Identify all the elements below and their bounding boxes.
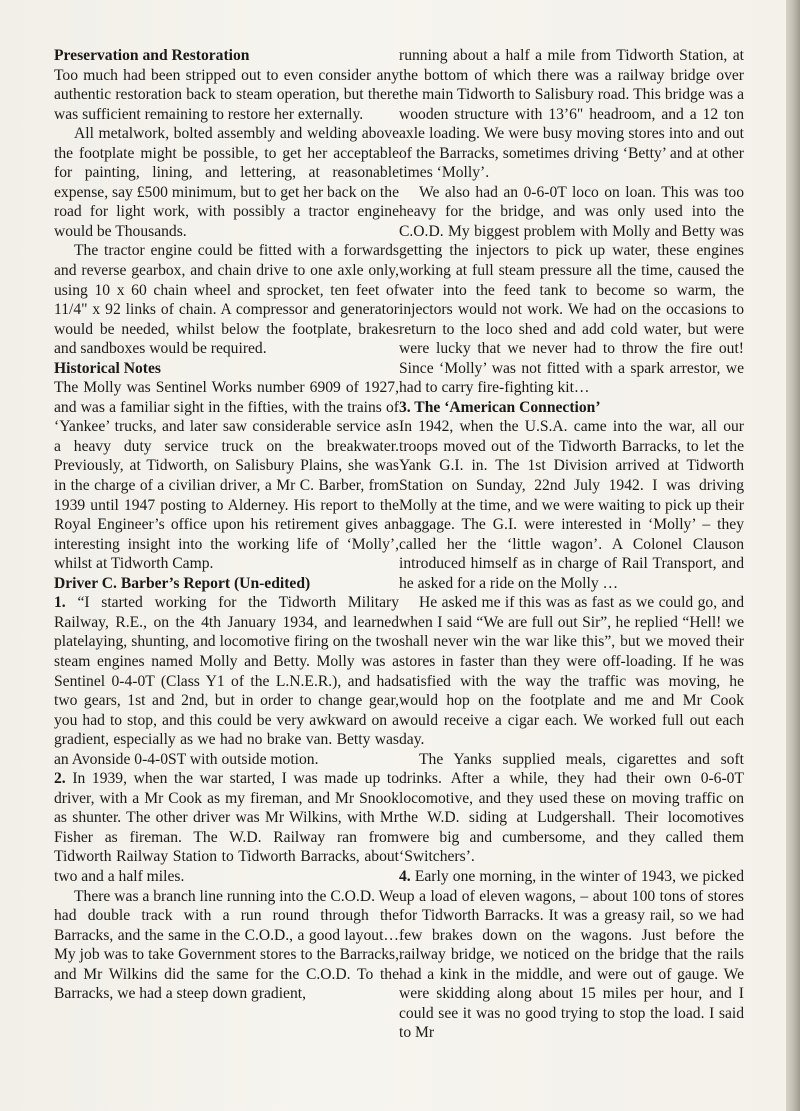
paragraph: He asked me if this was as fast as we could go, and when I said “We are full out Sir”, he replied “Hell! we shall never win the war like this”, but we moved their stores in faster than they were off-loading. If he was satisfied with the way the traffic was moving, he would hop on the footplate and me and Mr Cook would receive a cigar each. We worked full out each day.: [399, 594, 744, 749]
numbered-paragraph: [54, 769, 399, 886]
paragraph: The Molly was Sentinel Works number 6909 of 1927, and was a familiar sight in the fifties, with the trains of ‘Yankee’ trucks, and later saw considerable service as a heavy duty service truck on the breakwater. Previously, at Tidworth, on Salisbury Plains, she was in the charge of a civilian driver, a Mr C. Barber, from 1939 until 1947 posting to Alderney. His report to the Royal Engineer’s office upon his retirement gives an interesting insight into the working life of ‘Molly’, whilst at Tidworth Camp.: [54, 379, 399, 573]
paragraph-text: “I started working for the Tidworth Military Railway, R.E., on the 4th January 1934, and learned platelaying, shunting, and locomotive firing on the two steam engines named Molly and Betty. Molly was a Sentinel 0-4-0T (Class Y1 of the L.N.E.R.), and had two gears, 1st and 2nd, but in order to change gear, you had to stop, and this could be very awkward on a gradient, especially as we had no brake van. Betty was an Avonside 0-4-0ST with outside motion.: [54, 594, 399, 768]
page-edge-shadow: [786, 0, 800, 1111]
paragraph: The Yanks supplied meals, cigarettes and soft drinks. After a while, they had their own 0-6-0T locomotive, and they used these on moving traffic on the W.D. siding at Ludgershall. Their locomotives were big and cumbersome, and they called them ‘Switchers’.: [399, 750, 744, 866]
paragraph-text: In 1939, when the war started, I was made up to driver, with a Mr Cook as my fireman, and Mr Snook as shunter. The other driver was Mr Wilkins, with Mr Fisher as fireman. The W.D. Railway ran from Tidworth Railway Station to Tidworth Barracks, about two and a half miles.: [54, 770, 399, 885]
item-number: 1.: [54, 594, 66, 612]
paragraph: All metalwork, bolted assembly and welding above the footplate might be possible, to get her acceptable for painting, lining, and lettering, at reasonable expense, say £500 minimum, but to get her back on the road for light work, with possibly a tractor engine would be Thousands.: [54, 125, 399, 240]
paragraph: We also had an 0-6-0T loco on loan. This was too heavy for the bridge, and was only used into the C.O.D. My biggest problem with Molly and Betty was getting the injectors to pick up water, these engines working at full steam pressure all the time, caused the water into the feed tank to become so warm, the injectors would not work. We had on the occasions to return to the loco shed and add cold water, but were were lucky that we never had to throw the fire out! Since ‘Molly’ was not fitted with a spark arrestor, we had to carry fire-fighting kit…: [399, 183, 744, 397]
numbered-paragraph: [399, 867, 744, 1043]
right-column: [399, 46, 744, 1043]
paragraph: Too much had been stripped out to even consider any authentic restoration back to steam operation, but there was sufficient remaining to restore her externally.: [54, 66, 399, 123]
heading-driver-report: Driver C. Barber’s Report (Un-edited): [54, 574, 311, 592]
paragraph: running about a half a mile from Tidworth Station, at the bottom of which there was a railway bridge over the main Tidworth to Salisbury road. This bridge was a wooden structure with 13’6" headroom, and a 12 ton axle loading. We were busy moving stores into and out of the Barracks, sometimes driving ‘Betty’ and at other times ‘Molly’.: [399, 47, 744, 182]
item-number: 4.: [399, 867, 411, 885]
paragraph: In 1942, when the U.S.A. came into the war, all our troops moved out of the Tidworth Barracks, to let the Yank G.I. in. The 1st Division arrived at Tidworth Station on Sunday, 22nd July 1942. I was driving Molly at the time, and we were waiting to pick up their baggage. The G.I. were interested in ‘Molly’ – they called her the ‘little wagon’. A Colonel Clauson introduced himself as in charge of Rail Transport, and he asked for a ride on the Molly …: [399, 418, 744, 592]
heading-american-connection: 3. The ‘American Connection’: [399, 398, 601, 416]
paragraph-text: Early one morning, in the winter of 1943, we picked up a load of eleven wagons, – about 100 tons of stores for Tidworth Barracks. It was a greasy rail, so we had few brakes down on the wagons. Just before the railway bridge, we noticed on the bridge that the rails had a kink in the middle, and were out of gauge. We were skidding along about 15 miles per hour, and I could see it was no good trying to stop the load. I said to Mr: [399, 867, 745, 1042]
heading-preservation: Preservation and Restoration: [54, 47, 250, 64]
paragraph: There was a branch line running into the C.O.D. We had double track with a run round through the Barracks, and the same in the C.O.D., a good layout… My job was to take Government stores to the Barracks, and Mr Wilkins did the same for the C.O.D. To the Barracks, we had a steep down gradient,: [54, 887, 399, 1003]
numbered-paragraph: [54, 593, 399, 769]
item-number: 2.: [54, 770, 66, 788]
left-column: [54, 46, 399, 1004]
paragraph: The tractor engine could be fitted with a forwards and reverse gearbox, and chain drive to one axle only, using 10 x 60 chain wheel and sprocket, ten feet of 11/4" x 92 links of chain. A compressor and generator would be needed, whilst below the footplate, brakes and sandboxes would be required.: [54, 242, 399, 358]
heading-historical-notes: Historical Notes: [54, 359, 161, 377]
